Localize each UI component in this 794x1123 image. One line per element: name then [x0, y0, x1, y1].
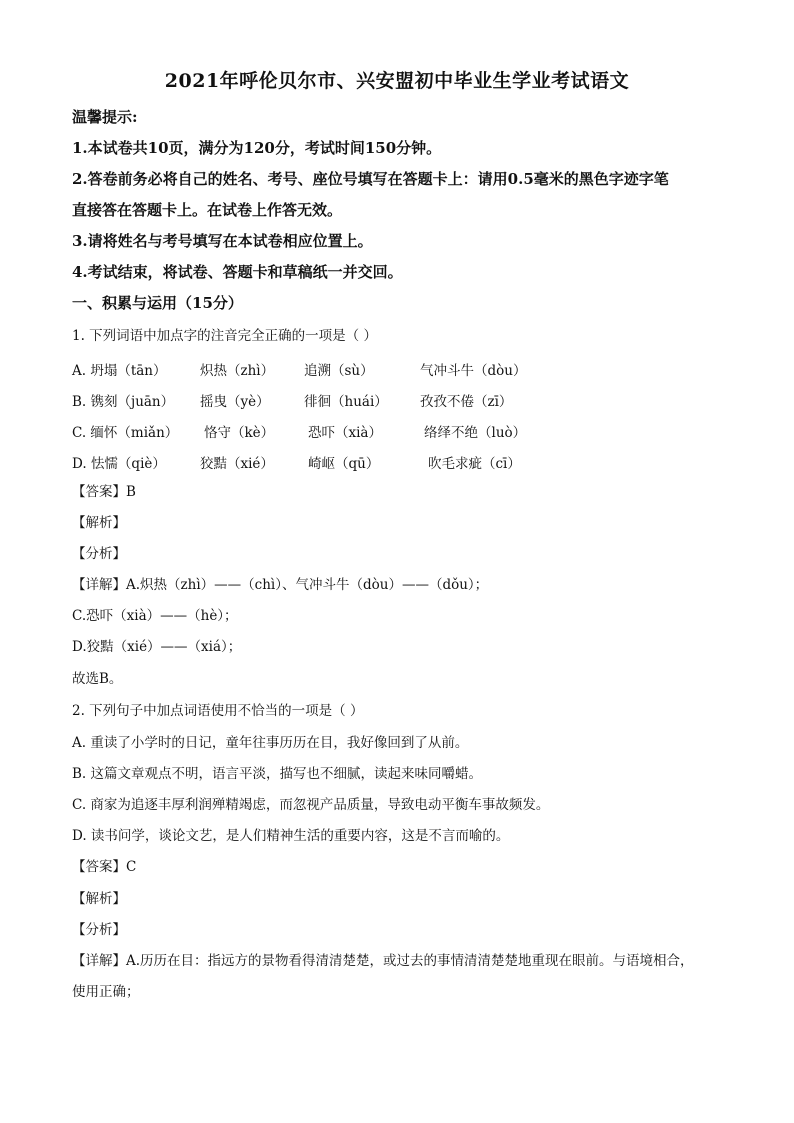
q2-detail-1: 【详解】A.历历在目：指远方的景物看得清清楚楚，或过去的事情清清楚楚地重现在眼前。与语境相合，: [72, 953, 694, 969]
q1-detail-4: 故选B。: [72, 671, 123, 687]
q1-answer: 【答案】B: [72, 484, 136, 500]
tip-item-4: 4.考试结束，将试卷、答题卡和草稿纸一并交回。: [72, 263, 403, 281]
section-heading: 一、积累与运用（15分）: [72, 294, 243, 312]
document-page: 2021年呼伦贝尔市、兴安盟初中毕业生学业考试语文 温馨提示: 1.本试卷共10页，满分为120分，考试时间150分钟。 2.答卷前务必将自己的姓名、考号、座位号填写在答题卡上：请用0.5毫米的黑色字迹字笔 直接答在答题卡上。在试卷上作答无效。 3.请将姓名与考号填写在本试卷相应位置上。 4.考试结束，将试卷、答题卡和草稿纸一并交回。 一、积累与运用（15分） 1. 下列词语中加点字的注音完全正确的一项是（ ） A. 坍塌（tān） 炽热（zhì） 追溯（sù） 气冲斗牛（dòu） B. 镌刻（juān） 摇曳（yè） 徘徊（huái） 孜孜不倦（zī） C. 缅怀（miǎn） 恪守（kè） 恐吓（xià） 络绎不绝（luò） D. 怯懦（qiè） 狡黠（xié） 崎岖（qū） 吹毛求疵（cī） 【答案】B 【解析】 【分析】 【详解】A.炽热（zhì）——（chì）、气冲斗牛（dòu）——（dǒu）； C.恐吓（xià）——（hè）； D.狡黠（xié）——（xiá）； 故选B。 2. 下列句子中加点词语使用不恰当的一项是（ ） A. 重读了小学时的日记，童年往事历历在目，我好像回到了从前。 B. 这篇文章观点不明，语言平淡，描写也不细腻，读起来味同嚼蜡。 C. 商家为追逐丰厚利润殚精竭虑，而忽视产品质量，导致电动平衡车事故频发。 D. 读书问学，谈论文艺，是人们精神生活的重要内容，这是不言而喻的。 【答案】C 【解析】 【分析】 【详解】A.历历在目：指远方的景物看得清清楚楚，或过去的事情清清楚楚地重现在眼前。与语境相合， 使用正确；: [0, 0, 794, 1123]
q1-detail-3: D.狡黠（xié）——（xiá）；: [72, 639, 242, 655]
q1-detail-2: C.恐吓（xià）——（hè）；: [72, 608, 238, 624]
tip-item-3: 3.请将姓名与考号填写在本试卷相应位置上。: [72, 232, 373, 250]
q2-option-a: A. 重读了小学时的日记，童年往事历历在目，我好像回到了从前。: [72, 735, 469, 751]
tip-item-2-cont: 直接答在答题卡上。在试卷上作答无效。: [72, 201, 343, 219]
q1-fenxi: 【分析】: [72, 546, 126, 562]
q2-analysis: 【解析】: [72, 891, 126, 907]
q2-stem: 2. 下列句子中加点词语使用不恰当的一项是（ ）: [72, 703, 364, 719]
tips-heading: 温馨提示:: [72, 108, 138, 126]
exam-title: 2021年呼伦贝尔市、兴安盟初中毕业生学业考试语文: [164, 70, 630, 92]
q1-stem: 1. 下列词语中加点字的注音完全正确的一项是（ ）: [72, 328, 377, 344]
q2-answer: 【答案】C: [72, 859, 137, 875]
tip-item-2: 2.答卷前务必将自己的姓名、考号、座位号填写在答题卡上：请用0.5毫米的黑色字迹字笔: [72, 170, 669, 188]
q2-detail-2: 使用正确；: [72, 984, 140, 1000]
q1-analysis: 【解析】: [72, 515, 126, 531]
q2-option-c: C. 商家为追逐丰厚利润殚精竭虑，而忽视产品质量，导致电动平衡车事故频发。: [72, 797, 550, 813]
tip-item-1: 1.本试卷共10页，满分为120分，考试时间150分钟。: [72, 139, 442, 157]
q2-fenxi: 【分析】: [72, 922, 126, 938]
q1-detail-1: 【详解】A.炽热（zhì）——（chì）、气冲斗牛（dòu）——（dǒu）；: [72, 577, 489, 593]
q2-option-b: B. 这篇文章观点不明，语言平淡，描写也不细腻，读起来味同嚼蜡。: [72, 766, 483, 782]
q2-option-d: D. 读书问学，谈论文艺，是人们精神生活的重要内容，这是不言而喻的。: [72, 828, 510, 844]
